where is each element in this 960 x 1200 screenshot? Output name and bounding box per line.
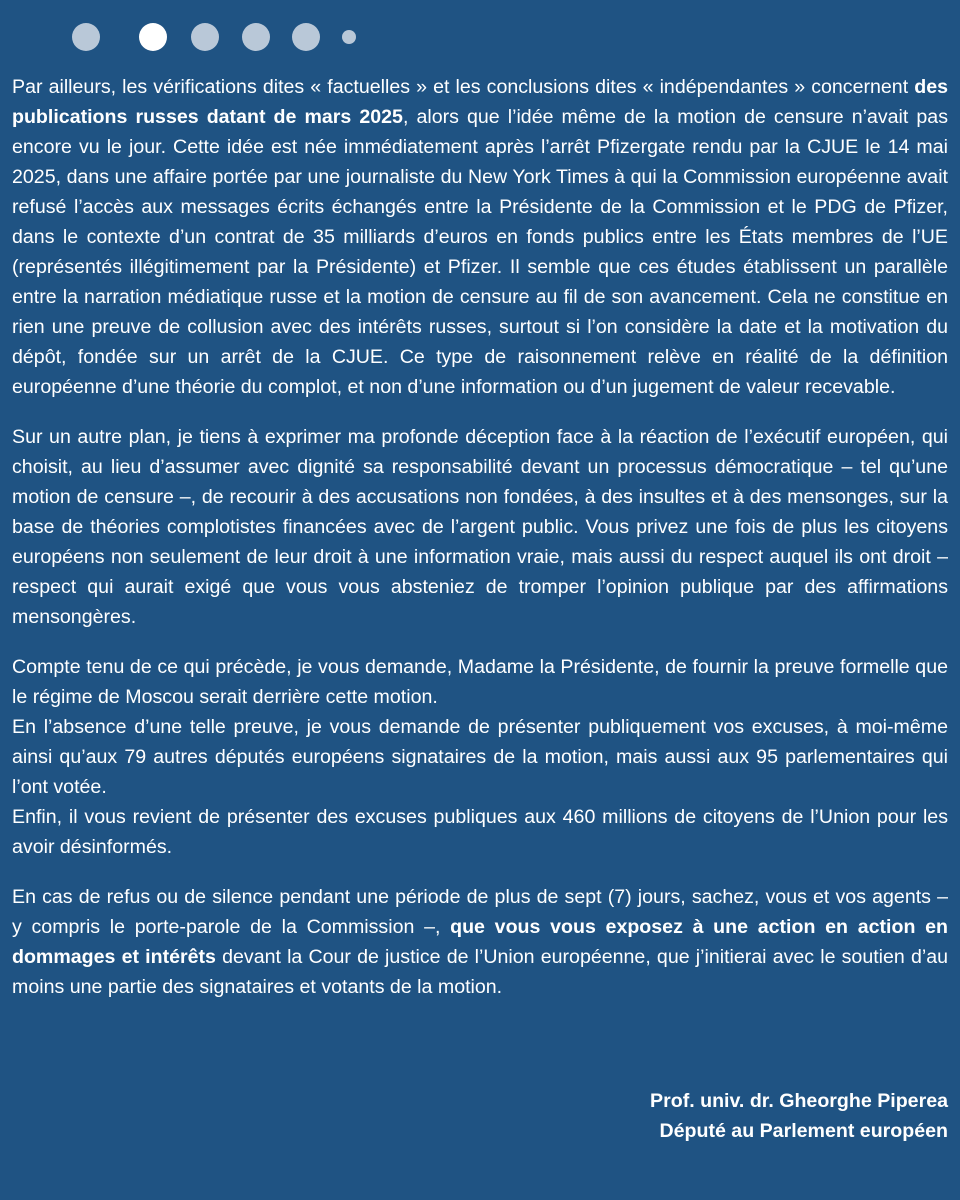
page-dot-3[interactable] <box>191 23 219 51</box>
page-dot-4[interactable] <box>242 23 270 51</box>
page-dot-5[interactable] <box>292 23 320 51</box>
paragraph-4: En cas de refus ou de silence pendant une période de plus de sept (7) jours, sachez, vous et vos agents – y compris le porte-parole de la Commission –, que vous vous exposez à une action en action en dommages et intérêts devant la Cour de justice de l’Union européenne, que j’initierai avec le soutien d’au moins une partie des signataires et votants de la motion. <box>12 886 949 998</box>
paragraph-3a: Compte tenu de ce qui précède, je vous demande, Madame la Présidente, de fournir la preuve formelle que le régime de Moscou serait derrière cette motion. <box>12 656 948 708</box>
signature-block <box>650 1086 948 1146</box>
paragraph-3b: En l’absence d’une telle preuve, je vous demande de présenter publiquement vos excuses, à moi-même ainsi qu’aux 79 autres députés européens signataires de la motion, mais aussi aux 95 parlementaires qui l’ont votée. <box>12 716 948 798</box>
carousel-pagination <box>72 22 372 52</box>
page-dot-6[interactable] <box>342 30 356 44</box>
emphasis-text: des publications russes datant de mars 2025 <box>12 76 948 128</box>
emphasis-text: que vous vous exposez à une action en action en dommages et intérêts <box>12 916 948 968</box>
paragraph-2: Sur un autre plan, je tiens à exprimer ma profonde déception face à la réaction de l’exécutif européen, qui choisit, au lieu d’assumer avec dignité sa responsabilité devant un processus démocratique – tel qu’une motion de censure –, de recourir à des accusations non fondées, à des insultes et à des mensonges, sur la base de théories complotistes financées avec de l’argent public. Vous privez une fois de plus les citoyens européens non seulement de leur droit à une information vraie, mais aussi du respect auquel ils ont droit – respect qui aurait exigé que vous vous absteniez de tromper l’opinion publique par des affirmations mensongères. <box>12 426 948 628</box>
signature-name: Prof. univ. dr. Gheorghe Piperea <box>650 1090 948 1112</box>
signature-title: Député au Parlement européen <box>659 1120 948 1142</box>
page-dot-1[interactable] <box>72 23 100 51</box>
page-dot-2-active[interactable] <box>139 23 167 51</box>
letter-body <box>12 72 948 1022</box>
paragraph-3c: Enfin, il vous revient de présenter des excuses publiques aux 460 millions de citoyens de l’Union pour les avoir désinformés. <box>12 806 948 858</box>
paragraph-1: Par ailleurs, les vérifications dites « factuelles » et les conclusions dites « indépendantes » concernent des publications russes datant de mars 2025, alors que l’idée même de la motion de censure n’avait pas encore vu le jour. Cette idée est née immédiatement après l’arrêt Pfizergate rendu par la CJUE le 14 mai 2025, dans une affaire portée par une journaliste du New York Times à qui la Commission européenne avait refusé l’accès aux messages écrits échangés entre la Présidente de la Commission et le PDG de Pfizer, dans le contexte d’un contrat de 35 milliards d’euros en fonds publics entre les États membres de l’UE (représentés illégitimement par la Présidente) et Pfizer. Il semble que ces études établissent un parallèle entre la narration médiatique russe et la motion de censure au fil de son avancement. Cela ne constitue en rien une preuve de collusion avec des intérêts russes, surtout si l’on considère la date et la motivation du dépôt, fondée sur un arrêt de la CJUE. Ce type de raisonnement relève en réalité de la définition européenne d’une théorie du complot, et non d’une information ou d’un jugement de valeur recevable. <box>12 76 948 398</box>
